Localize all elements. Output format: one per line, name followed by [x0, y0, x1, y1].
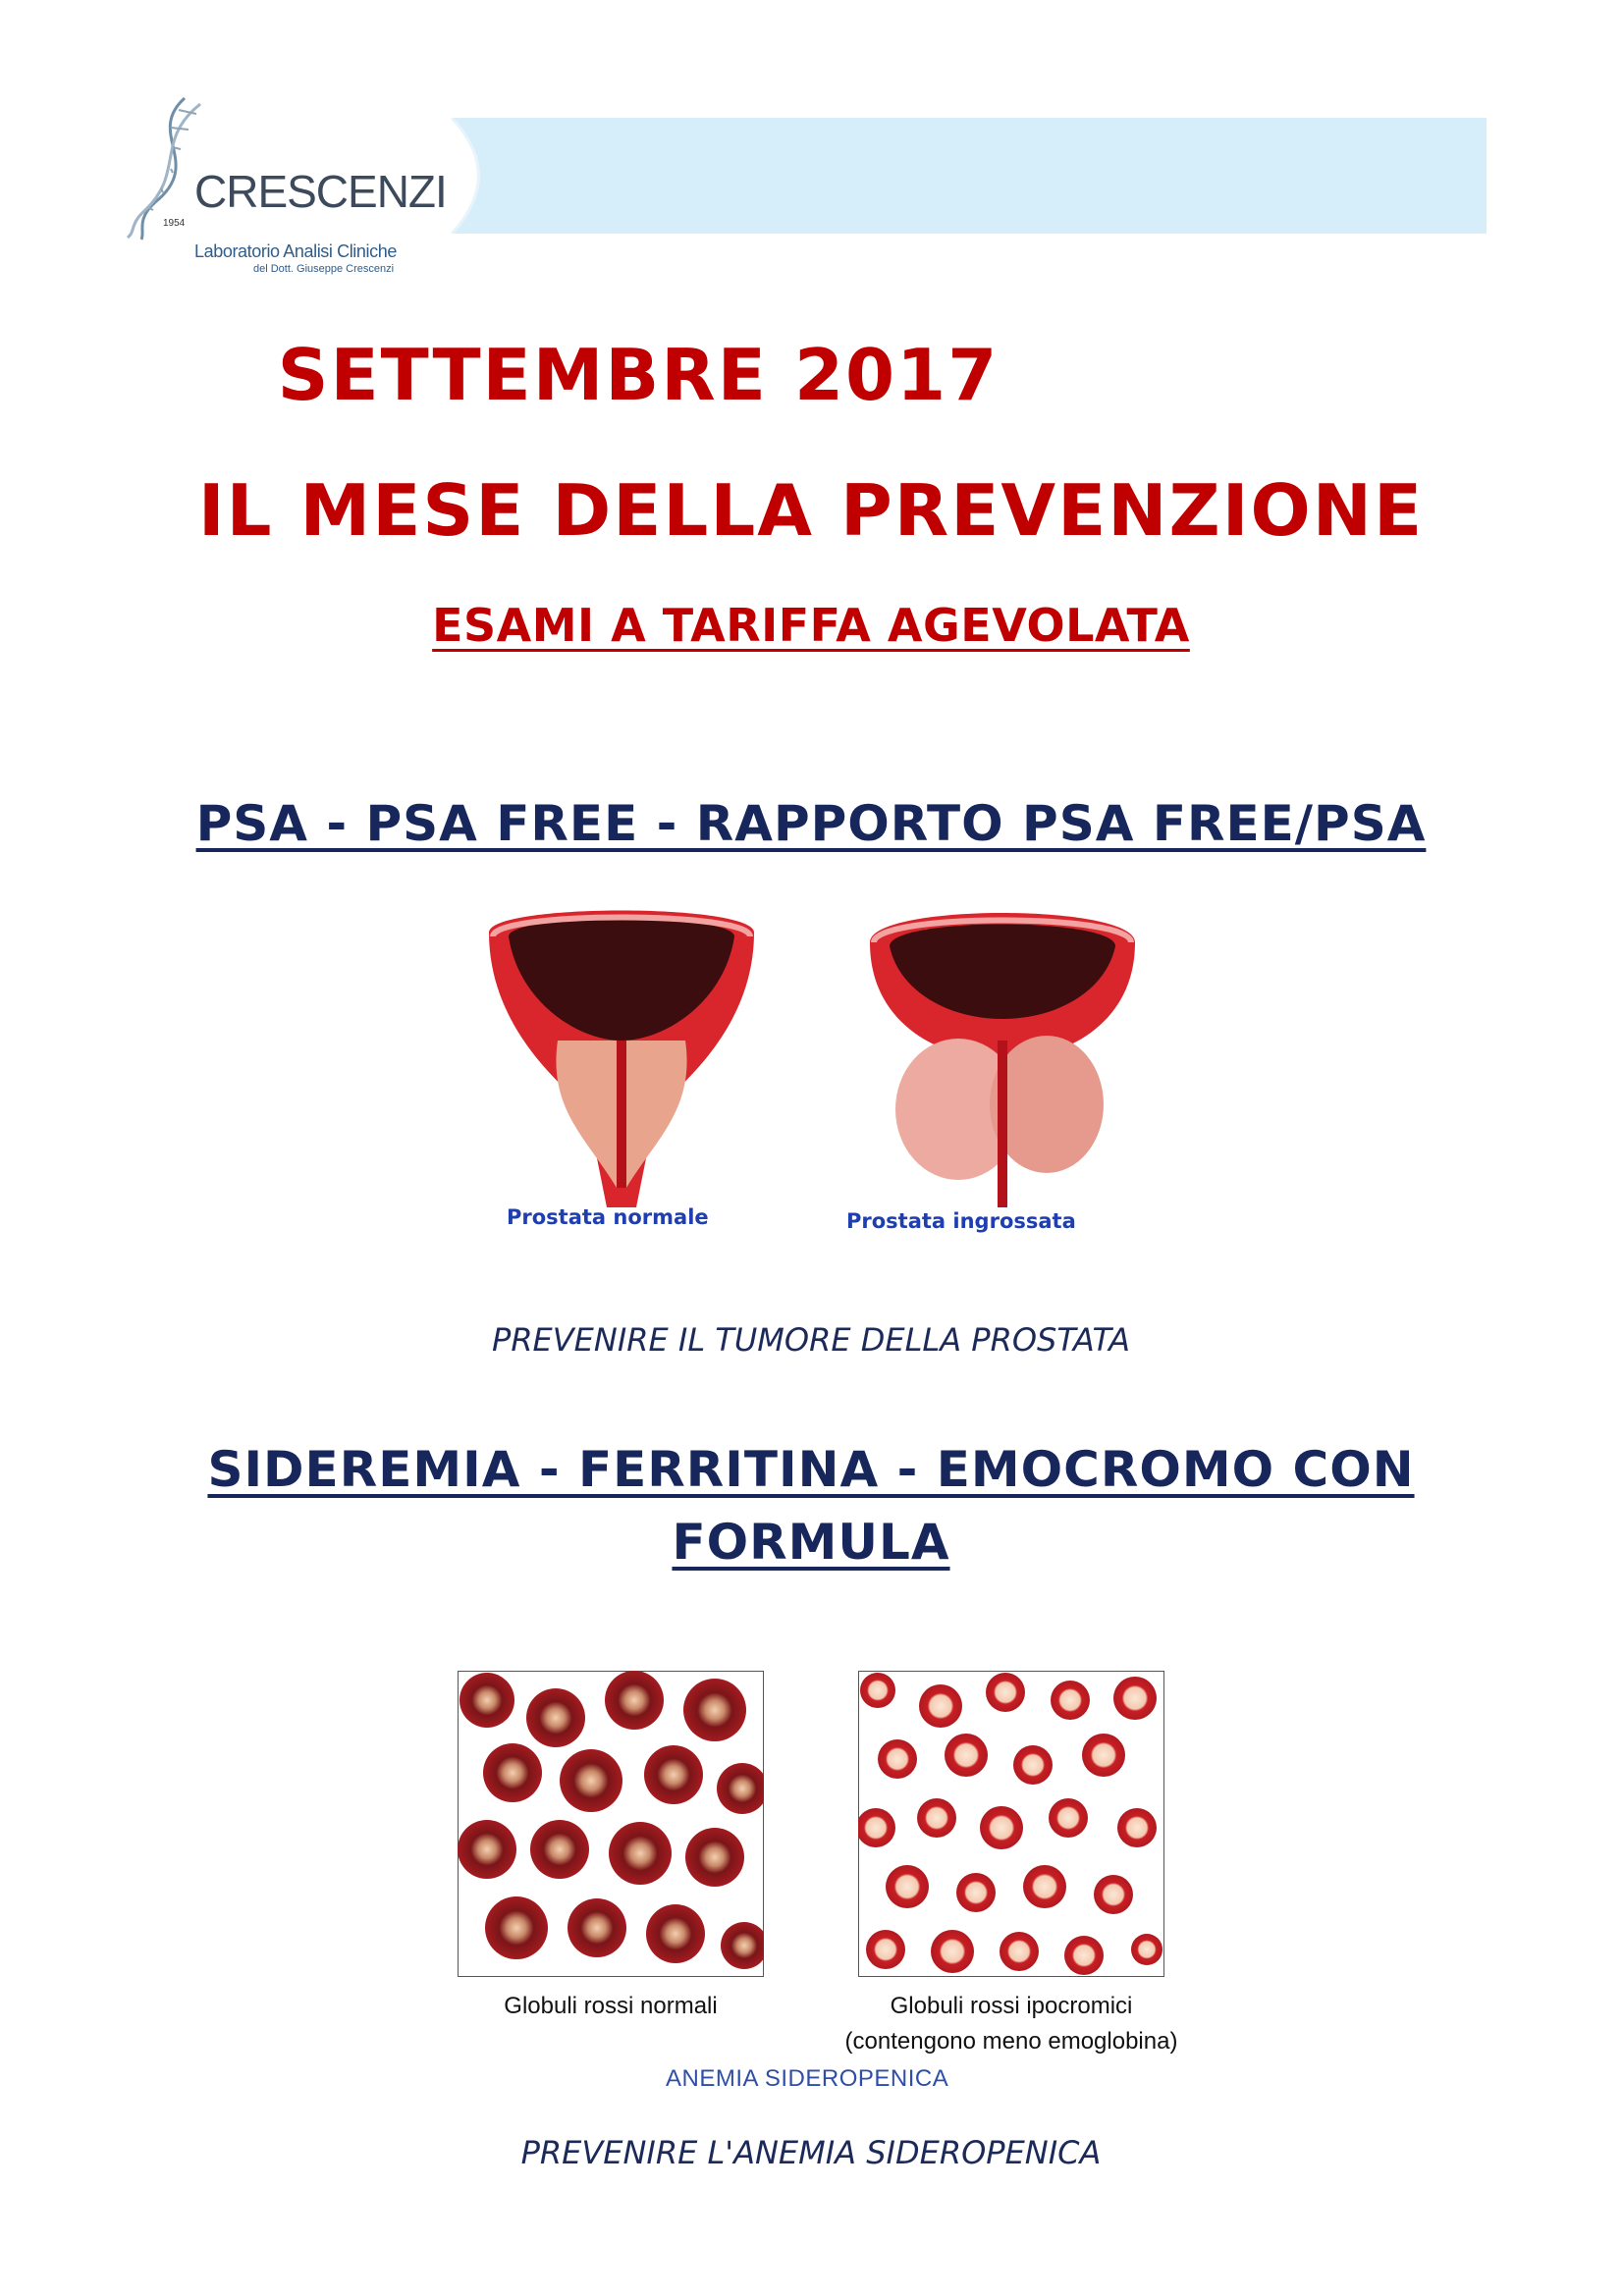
header-banner	[452, 118, 1487, 234]
logo-subtitle: Laboratorio Analisi Cliniche	[194, 241, 397, 261]
psa-heading-text: PSA - PSA FREE - RAPPORTO PSA FREE/PSA	[195, 795, 1427, 852]
prostate-normal-illustration	[479, 893, 764, 1217]
prostate-enlarged-label: Prostata ingrossata	[846, 1209, 1076, 1233]
logo-year: 1954	[163, 218, 186, 229]
subheadline: ESAMI A TARIFFA AGEVOLATA	[432, 599, 1190, 652]
anemia-heading-line2: FORMULA	[672, 1514, 950, 1571]
prostate-enlarged-illustration	[860, 893, 1145, 1217]
anemia-image-title: ANEMIA SIDEROPENICA	[666, 2065, 949, 2092]
anemia-heading-line1: SIDEREMIA - FERRITINA - EMOCROMO CON	[207, 1441, 1415, 1498]
logo-subtitle-doctor: del Dott. Giuseppe Crescenzi	[253, 263, 395, 275]
hypochromic-cells-note: (contengono meno emoglobina)	[844, 2028, 1178, 2055]
headline: IL MESE DELLA PREVENZIONE	[197, 469, 1425, 552]
logo-wordmark: CRESCENZI	[194, 166, 447, 217]
anemia-caption: PREVENIRE L'ANEMIA SIDEROPENICA	[520, 2134, 1102, 2171]
prostate-normal-label: Prostata normale	[507, 1205, 709, 1229]
psa-heading	[147, 787, 1475, 860]
hypochromic-cells-label: Globuli rossi ipocromici	[890, 1993, 1133, 2019]
anemia-heading	[147, 1433, 1475, 1578]
hypochromic-red-cells-illustration	[858, 1671, 1164, 1977]
month-title: SETTEMBRE 2017	[277, 334, 1000, 416]
normal-red-cells-illustration	[458, 1671, 764, 1977]
normal-cells-label: Globuli rossi normali	[504, 1993, 718, 2019]
psa-caption: PREVENIRE IL TUMORE DELLA PROSTATA	[492, 1321, 1130, 1359]
